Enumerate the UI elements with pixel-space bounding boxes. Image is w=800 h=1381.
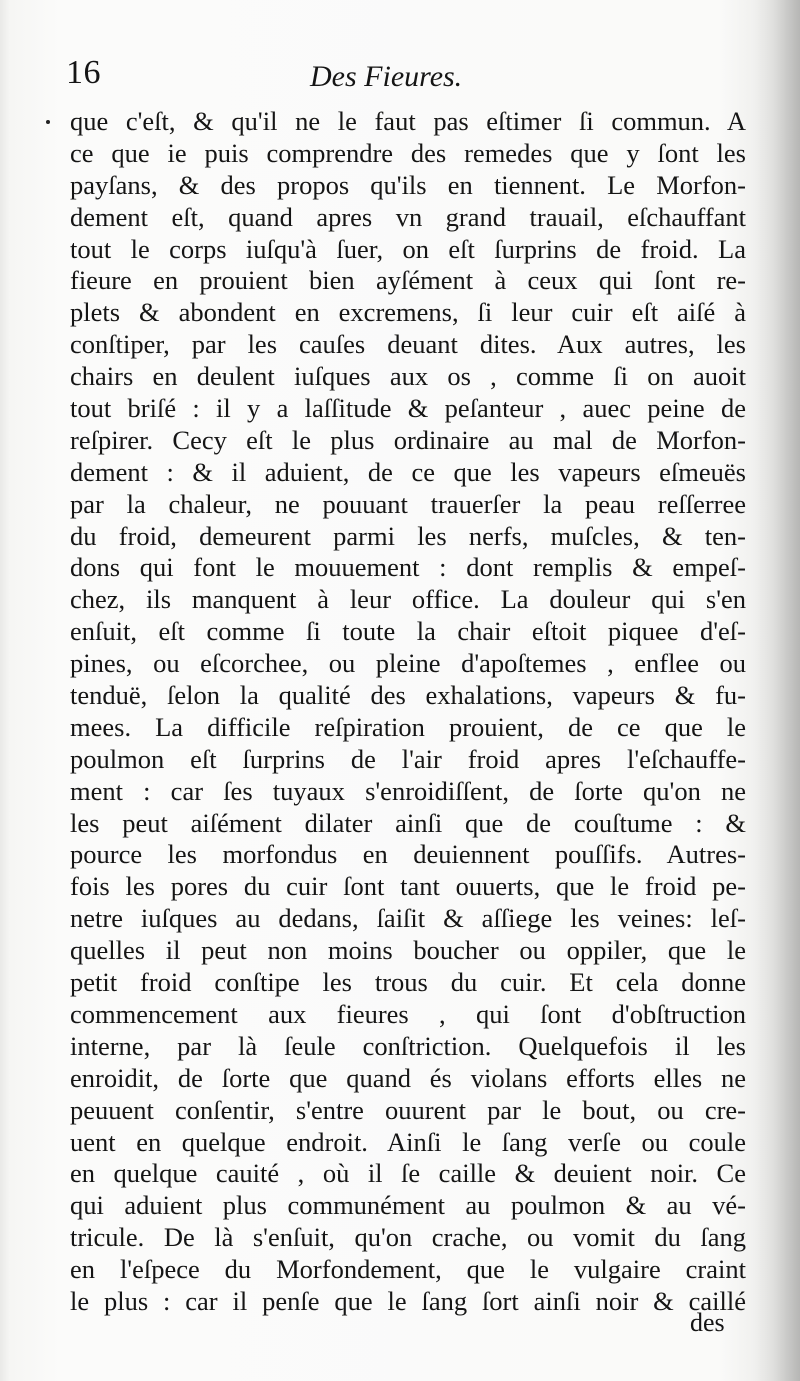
text-line: conſtiper, par les cauſes deuant dites. Aux autres, les (70, 329, 746, 360)
text-line: pines, ou eſcorchee, ou pleine d'apoſtemes , enflee ou (70, 648, 746, 679)
text-line: tenduë, ſelon la qualité des exhalations, vapeurs & fu- (70, 680, 746, 711)
text-line: tricule. De là s'enſuit, qu'on crache, ou vomit du ſang (70, 1222, 746, 1253)
text-line: petit froid conſtipe les trous du cuir. Et cela donne (70, 967, 746, 998)
text-line: tout le corps iuſqu'à ſuer, on eſt ſurprins de froid. La (70, 233, 746, 264)
text-line: qui aduient plus communément au poulmon & au vé- (70, 1190, 746, 1221)
page-number: 16 (66, 54, 101, 91)
text-line: fois les pores du cuir ſont tant ouuerts, que le froid pe- (70, 871, 746, 902)
text-line: ce que ie puis comprendre des remedes que y ſont les (70, 137, 746, 168)
text-line: interne, par là ſeule conſtriction. Quelquefois il les (70, 1030, 746, 1061)
body-text (62, 106, 746, 1318)
text-line: payſans, & des propos qu'ils en tiennent. Le Morfon- (70, 169, 746, 200)
text-line: chairs en deulent iuſques aux os , comme ſi on auoit (70, 361, 746, 392)
text-line: du froid, demeurent parmi les nerfs, muſcles, & ten- (70, 520, 746, 551)
text-line: reſpirer. Cecy eſt le plus ordinaire au mal de Morfon- (70, 424, 746, 455)
text-line: dement : & il aduient, de ce que les vapeurs eſmeuës (70, 456, 746, 487)
catchword: des (690, 1308, 725, 1337)
text-line: peuuent conſentir, s'entre ouurent par le bout, ou cre- (70, 1094, 746, 1125)
page-header (66, 46, 746, 104)
text-line: le plus : car il penſe que le ſang ſort ainſi noir & caillé (70, 1285, 746, 1316)
text-line: que c'eſt, & qu'il ne le faut pas eſtimer ſi commun. A (70, 106, 746, 136)
text-line: enſuit, eſt comme ſi toute la chair eſtoit piquee d'eſ- (70, 616, 746, 647)
text-line: quelles il peut non moins boucher ou oppiler, que le (70, 935, 746, 966)
text-line: dons qui font le mouuement : dont remplis & empeſ- (70, 552, 746, 583)
spine-shadow (754, 0, 800, 1381)
text-line: par la chaleur, ne pouuant trauerſer la peau reſſerree (70, 488, 746, 519)
text-line: plets & abondent en excremens, ſi leur cuir eſt aiſé à (70, 297, 746, 328)
text-line: en l'eſpece du Morfondement, que le vulgaire craint (70, 1254, 746, 1285)
text-line: chez, ils manquent à leur office. La douleur qui s'en (70, 584, 746, 615)
text-line: pource les morfondus en deuiennent pouſſifs. Autres- (70, 839, 746, 870)
text-line: poulmon eſt ſurprins de l'air froid apres l'eſchauffe- (70, 743, 746, 774)
text-line: enroidit, de ſorte que quand és violans efforts elles ne (70, 1062, 746, 1093)
text-line: netre iuſques au dedans, ſaiſit & aſſiege les veines: leſ- (70, 903, 746, 934)
text-line: en quelque cauité , où il ſe caille & deuient noir. Ce (70, 1158, 746, 1189)
text-line: commencement aux fieures , qui ſont d'obſtruction (70, 998, 746, 1029)
running-title: Des Fieures. (310, 60, 463, 93)
text-line: uent en quelque endroit. Ainſi le ſang verſe ou coule (70, 1126, 746, 1157)
text-line: dement eſt, quand apres vn grand trauail, eſchauffant (70, 201, 746, 232)
text-line: les peut aiſément dilater ainſi que de couſtume : & (70, 807, 746, 838)
text-line: mees. La difficile reſpiration prouient, de ce que le (70, 711, 746, 742)
text-line: tout briſé : il y a laſſitude & peſanteur , auec peine de (70, 393, 746, 424)
text-line: ment : car ſes tuyaux s'enroidiſſent, de ſorte qu'on ne (70, 775, 746, 806)
text-line: fieure en prouient bien ayſément à ceux qui ſont re- (70, 265, 746, 296)
margin-mark (46, 120, 50, 124)
